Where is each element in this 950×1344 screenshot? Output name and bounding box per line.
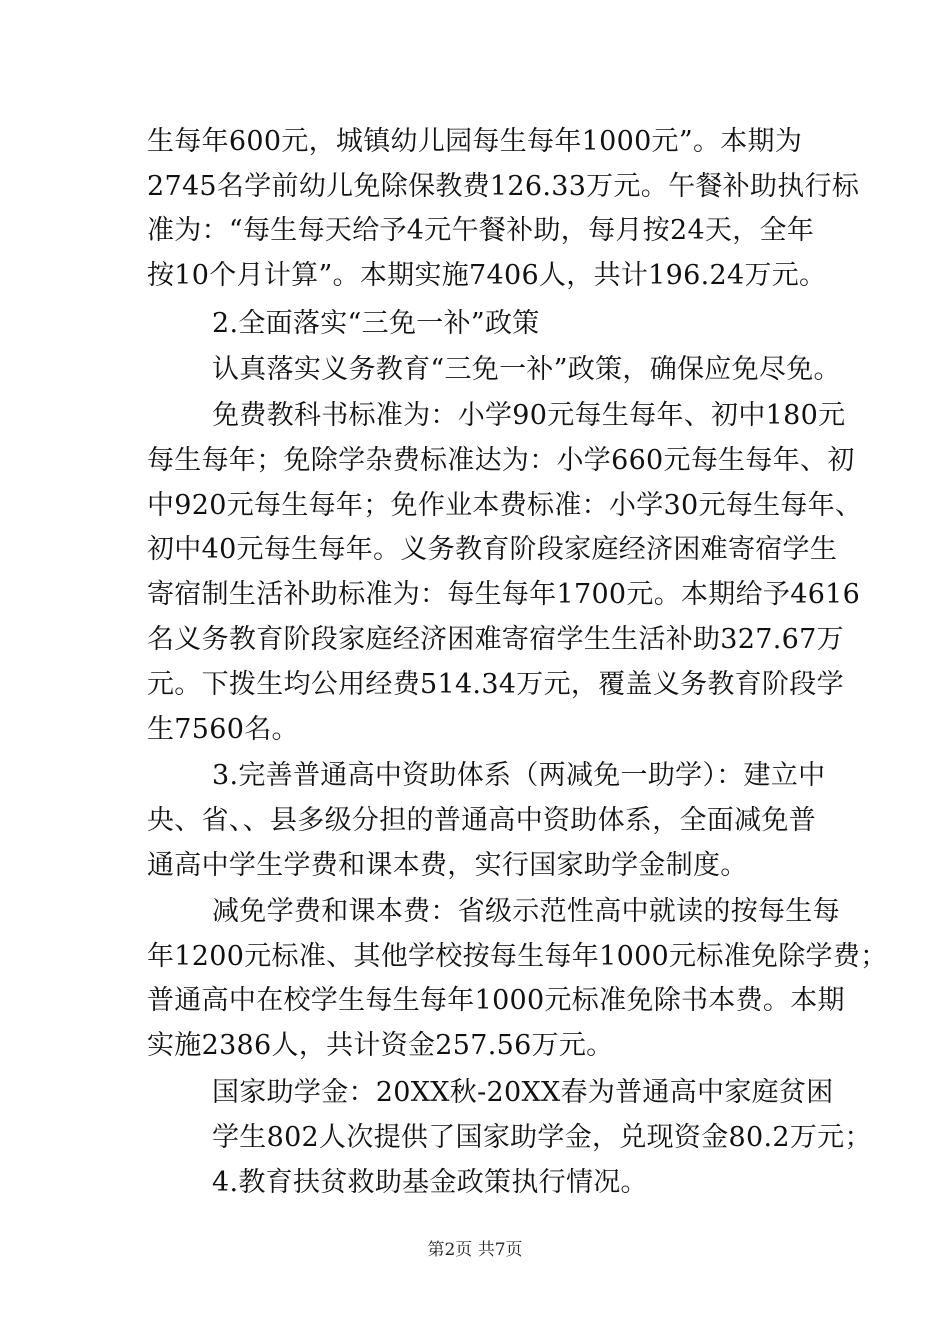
- body-line: 每生每年；免除学杂费标准达为：小学660元每生每年、初: [147, 445, 855, 476]
- body-line: 初中40元每生每年。义务教育阶段家庭经济困难寄宿学生: [147, 534, 838, 565]
- body-line: 名义务教育阶段家庭经济困难寄宿学生生活补助327.67万: [147, 624, 844, 655]
- body-line: 国家助学金：20XX秋-20XX春为普通高中家庭贫困: [212, 1077, 834, 1108]
- body-line: 准为：“每生每天给予4元午餐补助，每月按24天，全年: [147, 215, 815, 246]
- body-line: 寄宿制生活补助标准为：每生每年1700元。本期给予4616: [147, 579, 861, 610]
- section-heading-4: 4.教育扶贫救助基金政策执行情况。: [212, 1167, 648, 1198]
- body-line: 学生802人次提供了国家助学金，兑现资金80.2万元；: [212, 1122, 872, 1153]
- body-line: 年1200元标准、其他学校按每生每年1000元标准免除学费；: [147, 941, 888, 972]
- body-line: 认真落实义务教育“三免一补”政策，确保应免尽免。: [212, 354, 841, 385]
- body-line: 生每年600元，城镇幼儿园每生每年1000元”。本期为: [147, 126, 803, 157]
- body-line: 元。下拨生均公用经费514.34万元，覆盖义务教育阶段学: [147, 669, 844, 700]
- body-line: 通高中学生学费和课本费，实行国家助学金制度。: [147, 850, 748, 881]
- body-line: 生7560名。: [147, 714, 299, 745]
- section-heading-2: 2.全面落实“三免一补”政策: [212, 308, 540, 339]
- body-line: 央、省、、县多级分担的普通高中资助体系，全面减免普: [147, 805, 816, 836]
- body-line: 按10个月计算”。本期实施7406人，共计196.24万元。: [147, 260, 827, 291]
- body-line: 中920元每生每年；免作业本费标准：小学30元每生每年、: [147, 490, 863, 521]
- body-line: 实施2386人，共计资金257.56万元。: [147, 1030, 614, 1061]
- body-line: 减免学费和课本费：省级示范性高中就读的按每生每: [212, 896, 840, 927]
- body-line: 免费教科书标准为：小学90元每生每年、初中180元: [212, 400, 846, 431]
- body-line: 普通高中在校学生每生每年1000元标准免除书本费。本期: [147, 985, 845, 1016]
- body-line: 2745名学前幼儿免除保教费126.33万元。午餐补助执行标: [147, 171, 860, 202]
- section-heading-3: 3.完善普通高中资助体系（两减免一助学）：建立中: [212, 760, 826, 791]
- page-number-footer: 第2页 共7页: [427, 1240, 523, 1260]
